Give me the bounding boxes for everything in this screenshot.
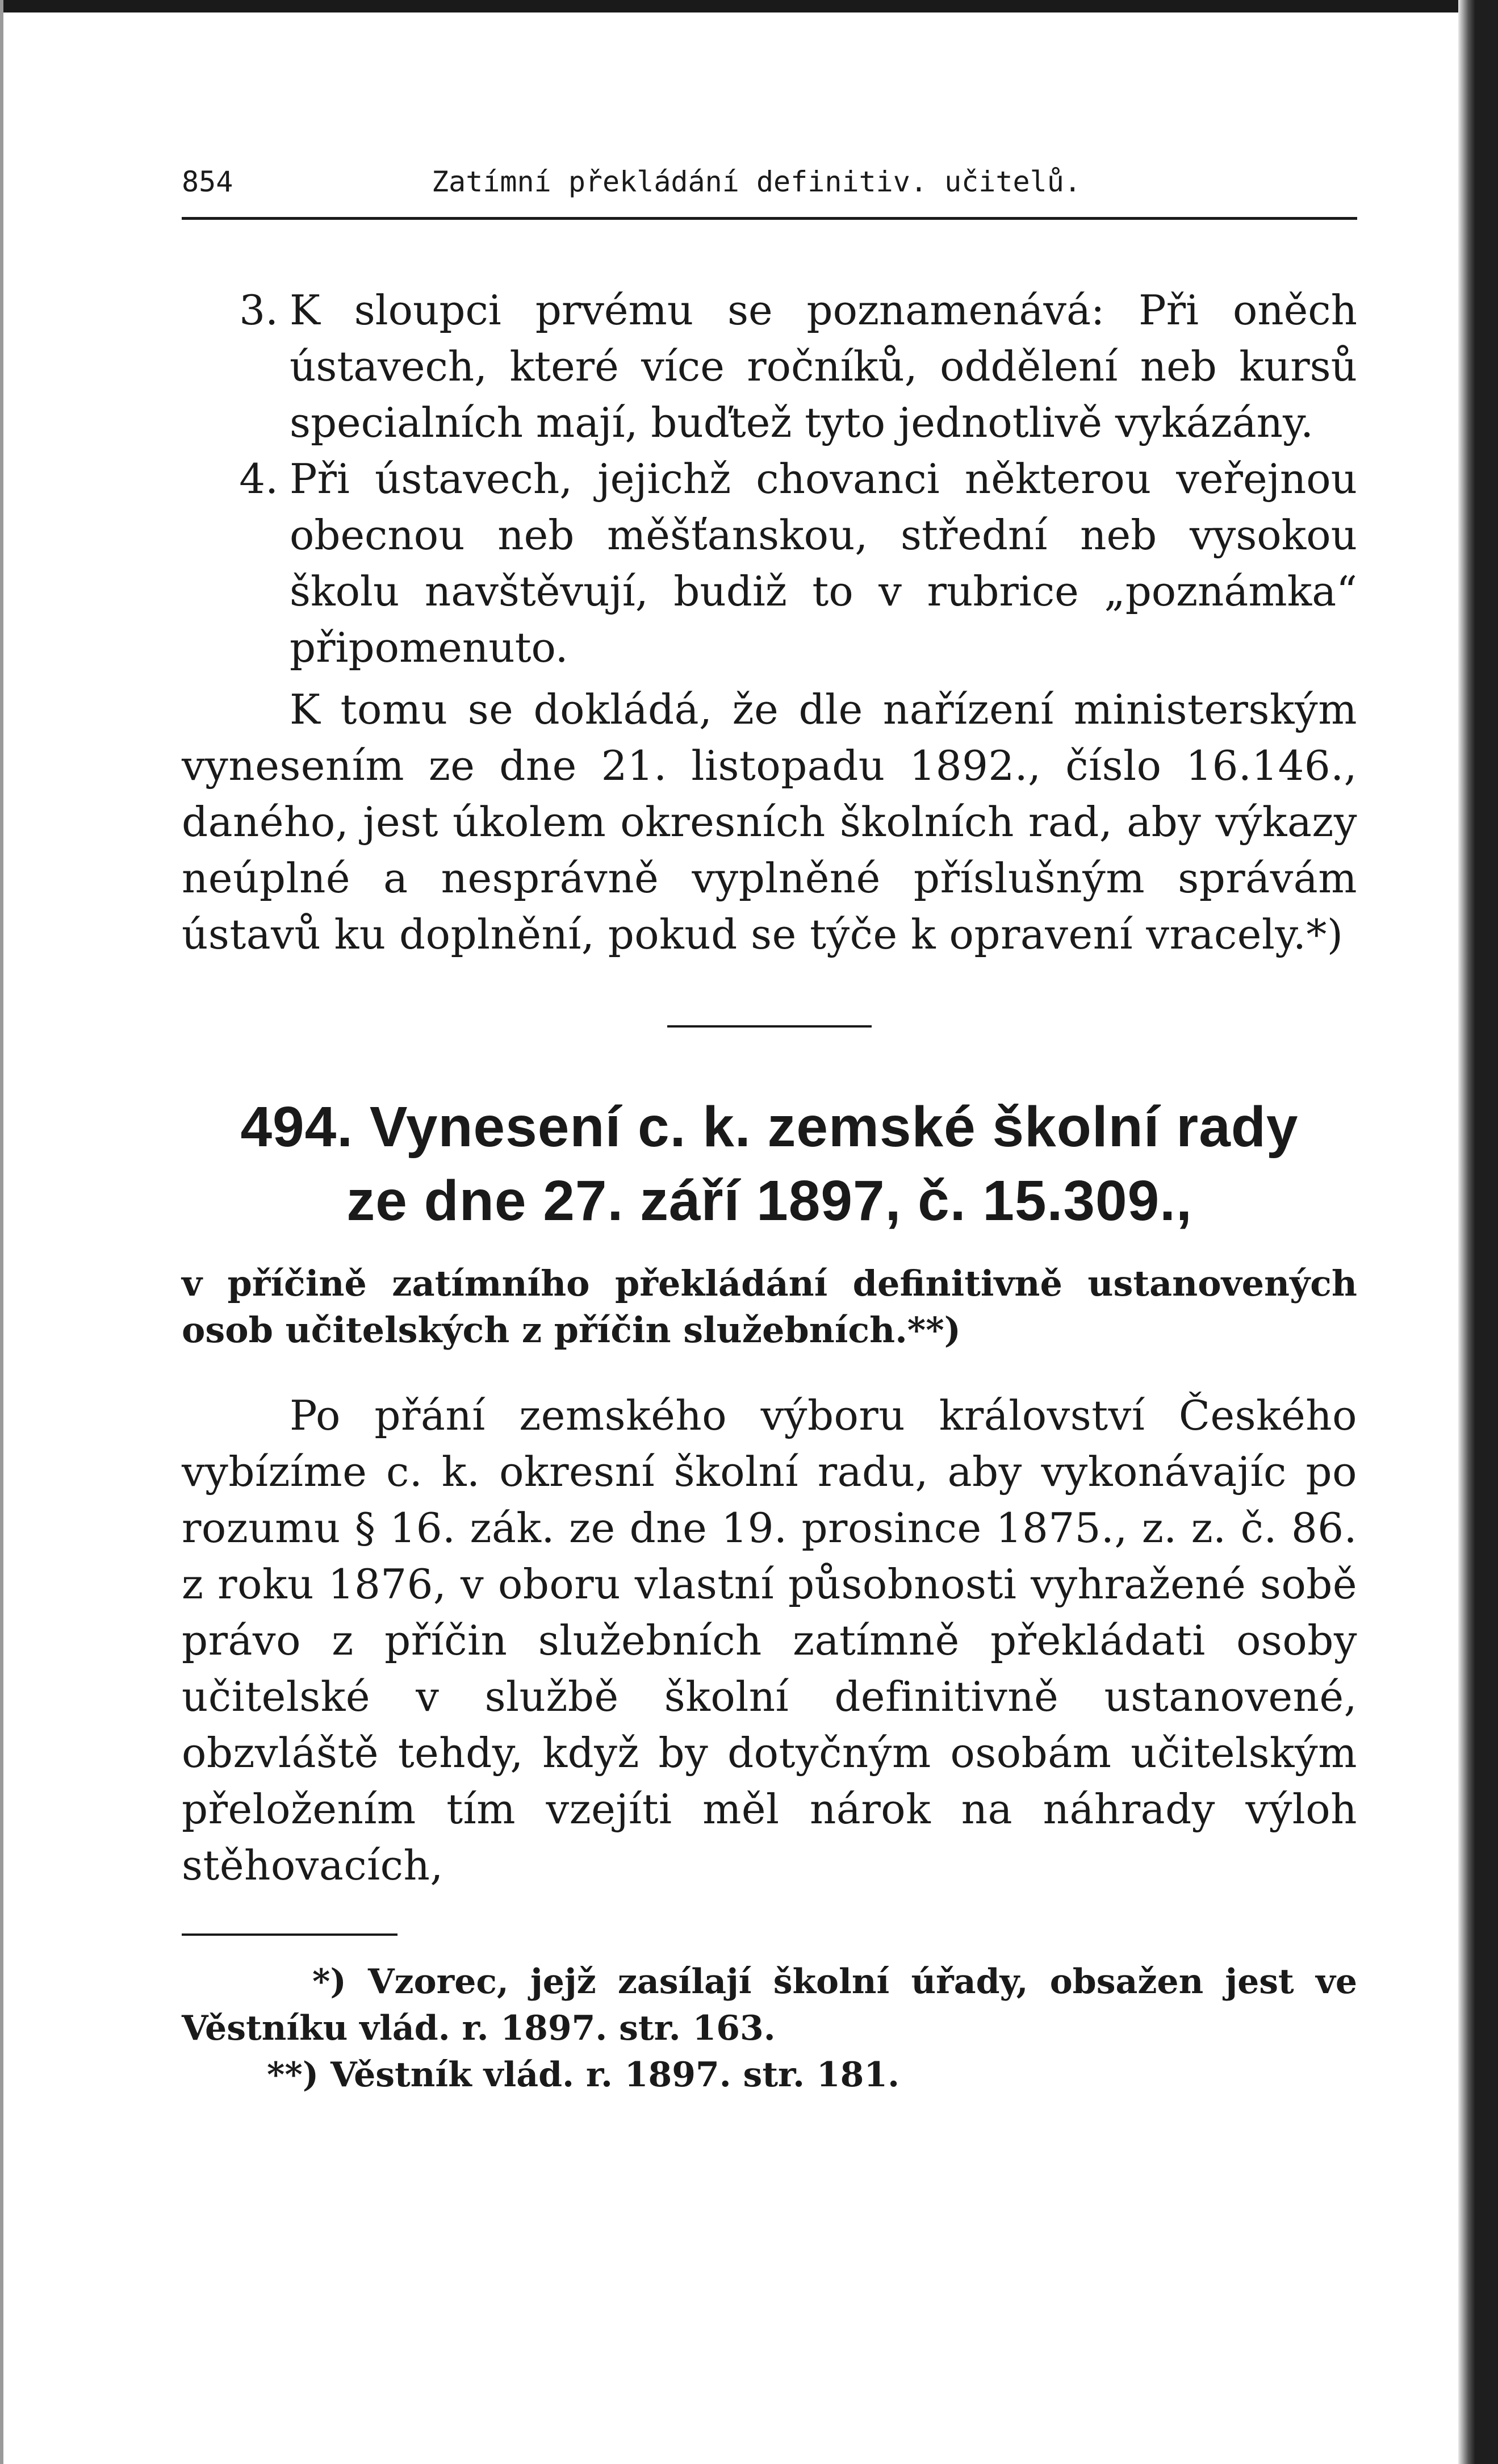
scan-border-left bbox=[0, 0, 3, 2464]
page-header bbox=[182, 159, 1357, 204]
scan-border-right bbox=[1458, 0, 1498, 2464]
section-divider bbox=[667, 1025, 872, 1028]
list-item-text: K sloupci prvému se poznamenává: Při oněch ústavech, které více ročníků, oddělení neb kursů specialních mají, buďtež tyto jednotlivě vykázány. bbox=[290, 286, 1357, 446]
footnote: **) Věstník vlád. r. 1897. str. 181. bbox=[267, 2055, 900, 2095]
page-number: 854 bbox=[182, 165, 233, 198]
list-item-number: 4. bbox=[239, 455, 278, 503]
running-title: Zatímní překládání definitiv. učitelů. bbox=[432, 165, 1081, 198]
list-item-number: 3. bbox=[239, 286, 278, 334]
section-heading-date: ze dne 27. září 1897, č. 15.309., bbox=[346, 1169, 1192, 1233]
body-paragraph: Po přání zemského výboru království Českého vybízíme c. k. okresní školní radu, aby vykonávajíc po rozumu § 16. zák. ze dne 19. prosince 1875., z. z. č. 86. z roku 1876, v oboru vlastní působnosti vyhražené sobě právo z příčin služebních zatímně překládati osoby učitelské v službě školní definitivně ustanovené, obzvláště tehdy, když by dotyčným osobám učitelským přeložením tím vzejíti měl nárok na náhrady výloh stěhovacích, bbox=[182, 1392, 1357, 1889]
footnote-rule bbox=[182, 1933, 397, 1936]
list-item bbox=[182, 451, 1357, 676]
body-paragraph: K tomu se dokládá, že dle nařízení ministerským vynesením ze dne 21. listopadu 1892., číslo 16.146., daného, jest úkolem okresních školních rad, aby výkazy neúplné a nesprávně vyplněné příslušným správám ústavů ku doplnění, pokud se týče k opravení vracely.*) bbox=[182, 686, 1357, 958]
section-heading: 494. Vynesení c. k. zemské školní rady bbox=[240, 1095, 1299, 1159]
list-item-text: Při ústavech, jejichž chovanci některou veřejnou obecnou neb měšťanskou, střední neb vysokou školu navštěvují, budiž to v rubrice „poznámka“ připomenuto. bbox=[290, 455, 1357, 671]
footnote: *) Vzorec, jejž zasílají školní úřady, obsažen jest ve Věstníku vlád. r. 1897. str. 163. bbox=[182, 1962, 1357, 2048]
list-item bbox=[182, 282, 1357, 451]
scan-border-top bbox=[0, 0, 1498, 12]
section-subheading: v příčině zatímního překládání definitivně ustanovených osob učitelských z příčin služebních.**) bbox=[182, 1263, 1357, 1351]
book-page bbox=[182, 159, 1357, 2098]
